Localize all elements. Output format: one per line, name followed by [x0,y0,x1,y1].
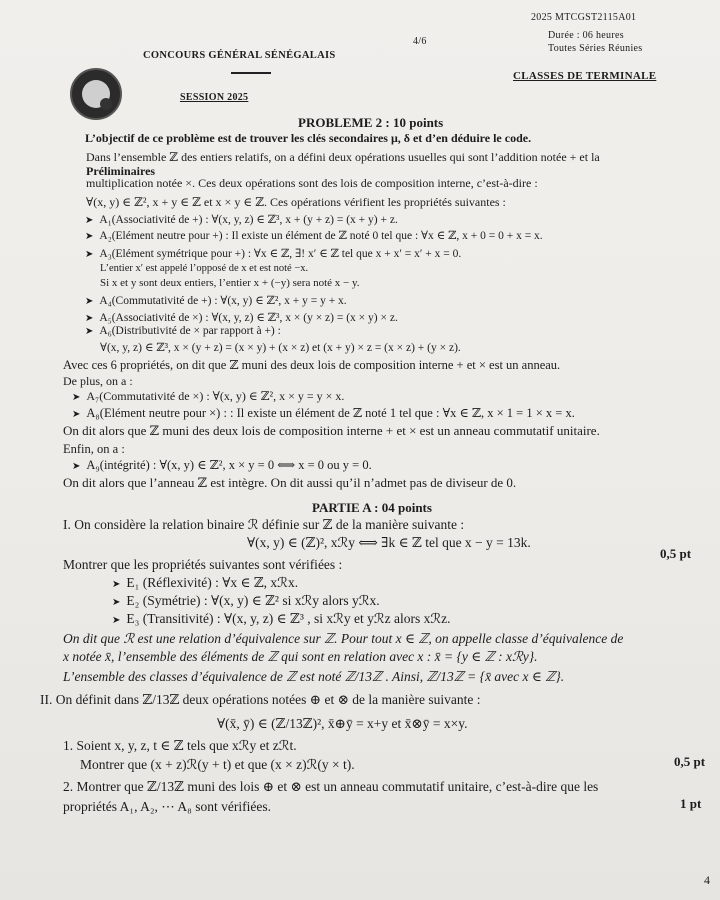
intro-line-1: Dans l’ensemble ℤ des entiers relatifs, on a défini deux opérations usuelles qui sont l’addition notée + et la [86,150,600,164]
page-number: 4 [704,873,710,887]
commutatif-statement: On dit alors que ℤ muni des deux lois de composition interne + et × est un anneau commutatif unitaire. [63,423,600,438]
property-e1: ➤ E₁ (Réflexivité) : ∀x ∈ ℤ, xℛx. [112,575,299,590]
subquestion-2-text: propriétés A₁, A₂, ⋯ A₈ sont vérifiées. [63,799,271,814]
property-a9: ➤ A₉(intégrité) : ∀(x, y) ∈ ℤ², x × y = 0 ⟺ x = 0 ou y = 0. [72,458,372,472]
points-q2-1: 0,5 pt [674,754,706,769]
property-a1: ➤ A₁(Associativité de +) : ∀(x, y, z) ∈ ℤ³, x + (y + z) = (x + y) + z. [85,214,398,226]
question-2: II. On définit dans ℤ/13ℤ deux opérations notées ⊕ et ⊗ de la manière suivante : [40,692,481,707]
emblem-logo [70,68,122,120]
question-1: I. On considère la relation binaire ℛ définie sur ℤ de la manière suivante : [63,517,465,532]
integre-statement: On dit alors que l’anneau ℤ est intègre. On dit aussi qu’il n’admet pas de diviseur de 0. [63,475,517,490]
relation-definition: ∀(x, y) ∈ (ℤ)², xℛy ⟺ ∃k ∈ ℤ tel que x − y = 13k. [247,535,531,550]
property-a5: ➤ A₅(Associativité de ×) : ∀(x, y, z) ∈ ℤ³, x × (y × z) = (x × y) × z. [85,312,398,324]
probleme-objective: L’objectif de ce problème est de trouver les clés secondaires μ, δ et d’en déduire le code. [85,131,532,145]
property-a6: ➤ A₆(Distributivité de × par rapport à +) : [85,325,281,337]
concours-title: CONCOURS GÉNÉRAL SÉNÉGALAIS [143,50,336,61]
property-a8: ➤ A₈(Elément neutre pour ×) : : Il existe un élément de ℤ noté 1 tel que : ∀x ∈ ℤ, x × 1 = 1 × x = x. [72,406,575,420]
intro-line-3: ∀(x, y) ∈ ℤ², x + y ∈ ℤ et x × y ∈ ℤ. Ces opérations vérifient les propriétés suivantes : [86,195,506,209]
equivalence-text-1: On dit que ℛ est une relation d’équivalence sur ℤ. Pour tout x ∈ ℤ, on appelle classe d’équivalence de [63,631,624,646]
points-q1: 0,5 pt [660,546,692,561]
session-label: SESSION 2025 [180,92,249,103]
subquestion-1-text: Montrer que (x + z)ℛ(y + t) et que (x × z)ℛ(y × t). [80,757,355,772]
exam-code: 2025 MTCGST2115A01 [531,12,637,23]
note-opposite: L’entier x′ est appelé l’opposé de x et est noté −x. [100,263,309,274]
property-a3: ➤ A₃(Elément symétrique pour +) : ∀x ∈ ℤ, ∃! x′ ∈ ℤ tel que x + x′ = x′ + x = 0. [85,248,462,260]
subquestion-1: 1. Soient x, y, z, t ∈ ℤ tels que xℛy et zℛt. [63,738,297,753]
property-a6-formula: ∀(x, y, z) ∈ ℤ³, x × (y + z) = (x × y) + (x × z) et (x + y) × z = (x × z) + (y × z). [100,342,461,354]
subquestion-2: 2. Montrer que ℤ/13ℤ muni des lois ⊕ et ⊗ est un anneau commutatif unitaire, c’est-à-dire que les [63,779,599,794]
anneau-statement: Avec ces 6 propriétés, on dit que ℤ muni des deux lois de composition interne + et × est un anneau. [63,358,561,372]
note-difference: Si x et y sont deux entiers, l’entier x + (−y) sera noté x − y. [100,277,360,289]
preliminaires-heading: Préliminaires [86,164,156,178]
operations-definition: ∀(x̄, ȳ) ∈ (ℤ/13ℤ)², x̄⊕ȳ = x+y et x̄⊗ȳ = x×y. [217,716,468,731]
property-e3: ➤ E₃ (Transitivité) : ∀(x, y, z) ∈ ℤ³ , si xℛy et yℛz alors xℛz. [112,611,451,626]
intro-line-2: multiplication notée ×. Ces deux opérations sont des lois de composition interne, c’est-à-dire : [86,176,538,190]
series: Toutes Séries Réunies [548,43,643,54]
classes-label: CLASSES DE TERMINALE [513,70,657,82]
page-indicator: 4/6 [413,36,427,47]
duration: Durée : 06 heures [548,30,624,41]
equivalence-text-2: x notée x̄, l’ensemble des éléments de ℤ qui sont en relation avec x : x̄ = {y ∈ ℤ : xℛy}. [63,649,538,664]
partie-a-title: PARTIE A : 04 points [312,500,432,515]
property-a4: ➤ A₄(Commutativité de +) : ∀(x, y) ∈ ℤ², x + y = y + x. [85,295,347,307]
property-a7: ➤ A₇(Commutativité de ×) : ∀(x, y) ∈ ℤ², x × y = y × x. [72,389,345,403]
enfin-label: Enfin, on a : [63,442,125,456]
points-q2-2: 1 pt [680,796,702,811]
equivalence-text-3: L’ensemble des classes d’équivalence de ℤ est noté ℤ/13ℤ . Ainsi, ℤ/13ℤ = {x̄ avec x ∈ ℤ}. [63,669,565,684]
montrer-proprietes: Montrer que les propriétés suivantes sont vérifiées : [63,557,343,572]
property-e2: ➤ E₂ (Symétrie) : ∀(x, y) ∈ ℤ² si xℛy alors yℛx. [112,593,380,608]
deplus-label: De plus, on a : [63,374,133,388]
probleme-title: PROBLEME 2 : 10 points [298,115,444,130]
property-a2: ➤ A₂(Elément neutre pour +) : Il existe un élément de ℤ noté 0 tel que : ∀x ∈ ℤ, x + 0 = 0 + x = x. [85,230,543,242]
divider [231,72,271,74]
